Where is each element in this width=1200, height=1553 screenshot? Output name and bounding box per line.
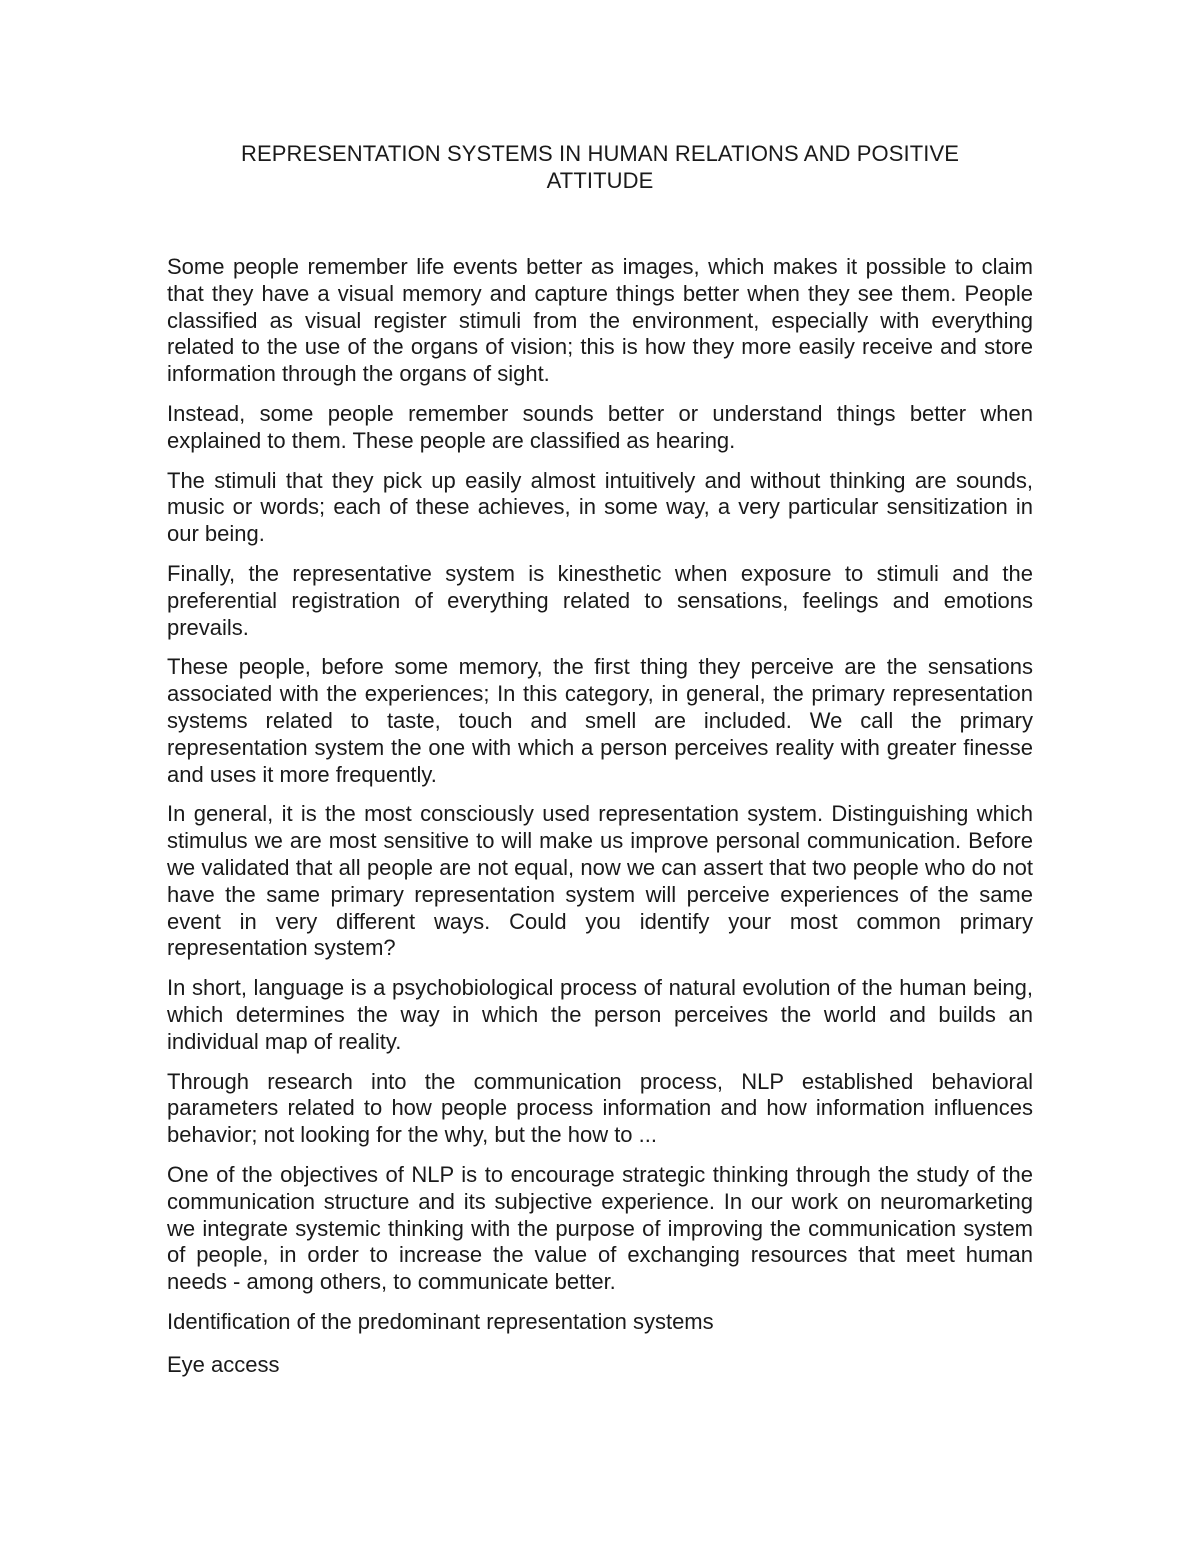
paragraph-kinesthetic: Finally, the representative system is kinesthetic when exposure to stimuli and the preferential registration of everything related to sensations, feelings and emotions prevails. (167, 560, 1033, 640)
document-title (150, 140, 1050, 194)
document-body (167, 254, 1033, 1394)
paragraph-hearing: Instead, some people remember sounds better or understand things better when explained to them. These people are classified as hearing. (167, 400, 1033, 453)
paragraph-stimuli: The stimuli that they pick up easily almost intuitively and without thinking are sounds, music or words; each of these achieves, in some way, a very particular sensitization in our being. (167, 467, 1033, 547)
section-heading-eye-access: Eye access (167, 1351, 280, 1377)
paragraph-sensations: These people, before some memory, the first thing they perceive are the sensations associated with the experiences; In this category, in general, the primary representation systems related to taste, touch and smell are included. We call the primary representation system the one with which a person perceives reality with greater finesse and uses it more frequently. (167, 654, 1033, 787)
paragraph-general: In general, it is the most consciously used representation system. Distinguishing which stimulus we are most sensitive to will make us improve personal communication. Before we validated that all people are not equal, now we can assert that two people who do not have the same primary representation system will perceive experiences of the same event in very different ways. Could you identify your most common primary representation system? (167, 801, 1033, 961)
paragraph-language: In short, language is a psychobiological process of natural evolution of the human being, which determines the way in which the person perceives the world and builds an individual map of reality. (167, 975, 1033, 1054)
paragraph-visual: Some people remember life events better as images, which makes it possible to claim that they have a visual memory and capture things better when they see them. People classified as visual register stimuli from the environment, especially with everything related to the use of the organs of vision; this is how they more easily receive and store information through the organs of sight. (167, 254, 1033, 387)
section-heading-identification: Identification of the predominant representation systems (167, 1308, 714, 1334)
title-line-1: REPRESENTATION SYSTEMS IN HUMAN RELATIONS AND POSITIVE (240, 141, 960, 166)
paragraph-nlp-objectives: One of the objectives of NLP is to encourage strategic thinking through the study of the communication structure and its subjective experience. In our work on neuromarketing we integrate systemic thinking with the purpose of improving the communication system of people, in order to increase the value of exchanging resources that meet human needs - among others, to communicate better. (167, 1161, 1033, 1295)
title-line-2: ATTITUDE (546, 168, 654, 193)
paragraph-nlp-research: Through research into the communication process, NLP established behavioral parameters related to how people process information and how information influences behavior; not looking for the why, but the how to ... (167, 1068, 1033, 1148)
